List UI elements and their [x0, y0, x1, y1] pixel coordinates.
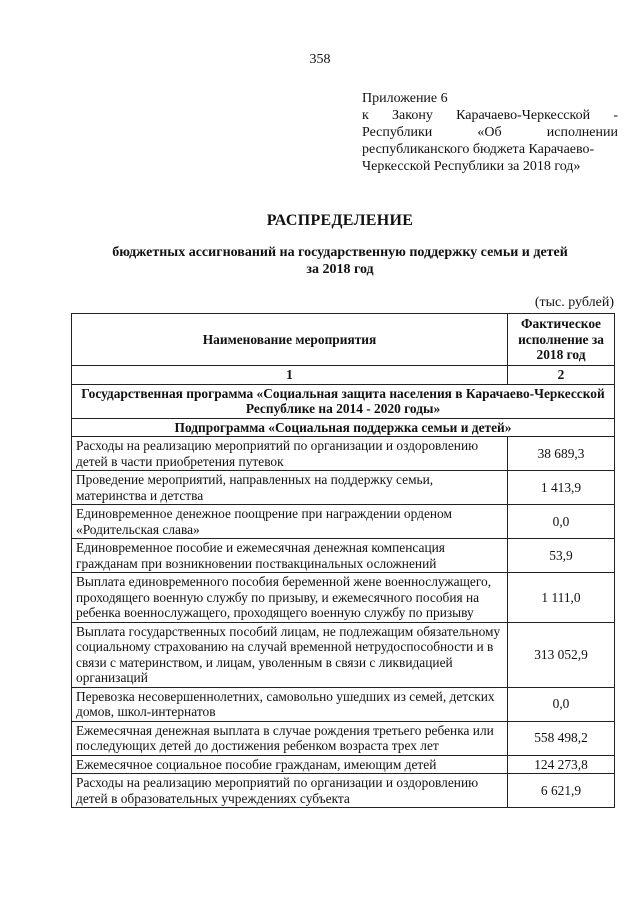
table-row [72, 539, 615, 573]
row-name: Перевозка несовершеннолетних, самовольно ушедших из семей, детских домов, школ-интернатов [72, 687, 508, 721]
row-value: 558 498,2 [508, 721, 615, 755]
column-number-2: 2 [508, 366, 615, 385]
table-header-row [72, 314, 615, 366]
budget-table [71, 313, 615, 808]
table-row [72, 687, 615, 721]
appendix-line-4: республиканского бюджета Карачаево- [362, 142, 595, 157]
appendix-line-2: к Закону Карачаево-Черкесской - [362, 108, 618, 123]
column-number-1: 1 [72, 366, 508, 385]
row-name: Единовременное денежное поощрение при награждении орденом «Родительская слава» [72, 505, 508, 539]
subtitle-line-2: за 2018 год [306, 262, 374, 277]
program-title: Государственная программа «Социальная защита населения в Карачаево-Черкесской Республике на 2014 - 2020 годы» [72, 384, 615, 418]
row-value: 1 413,9 [508, 471, 615, 505]
document-subtitle [90, 244, 590, 278]
table-row [72, 774, 615, 808]
page-number: 358 [309, 52, 331, 67]
table-row [72, 622, 615, 687]
row-value: 53,9 [508, 539, 615, 573]
row-name: Выплата государственных пособий лицам, не подлежащим обязательному социальному страхованию на случай временной нетрудоспособности и в связи с материнством, и лицам, уволенным в связи с ликвидацией организаций [72, 622, 508, 687]
appendix-reference [362, 90, 618, 175]
row-name: Расходы на реализацию мероприятий по организации и оздоровлению детей в образовательных учреждениях субъекта [72, 774, 508, 808]
table-row [72, 573, 615, 623]
column-header-value: Фактическое исполнение за 2018 год [508, 314, 615, 366]
row-name: Расходы на реализацию мероприятий по организации и оздоровлению детей в части приобретения путевок [72, 437, 508, 471]
row-value: 6 621,9 [508, 774, 615, 808]
row-name: Ежемесячная денежная выплата в случае рождения третьего ребенка или последующих детей до достижения ребенком возраста трех лет [72, 721, 508, 755]
table-row [72, 437, 615, 471]
table-row [72, 721, 615, 755]
table-row [72, 471, 615, 505]
subtitle-line-1: бюджетных ассигнований на государственную поддержку семьи и детей [112, 245, 568, 260]
subprogram-title: Подпрограмма «Социальная поддержка семьи и детей» [72, 418, 615, 437]
document-title: РАСПРЕДЕЛЕНИЕ [266, 212, 414, 229]
appendix-line-3: Республики «Об исполнении [362, 125, 618, 140]
row-name: Единовременное пособие и ежемесячная денежная компенсация гражданам при возникновении поствакцинальных осложнений [72, 539, 508, 573]
row-value: 0,0 [508, 687, 615, 721]
row-value: 0,0 [508, 505, 615, 539]
units-label: (тыс. рублей) [534, 295, 614, 310]
row-value: 38 689,3 [508, 437, 615, 471]
column-header-name: Наименование мероприятия [72, 314, 508, 366]
column-number-row [72, 366, 615, 385]
program-row [72, 384, 615, 418]
appendix-line-1: Приложение 6 [362, 91, 448, 106]
subprogram-row [72, 418, 615, 437]
appendix-line-5: Черкесской Республики за 2018 год» [362, 159, 581, 174]
row-value: 1 111,0 [508, 573, 615, 623]
row-name: Ежемесячное социальное пособие гражданам, имеющим детей [72, 755, 508, 774]
table-row [72, 755, 615, 774]
row-name: Проведение мероприятий, направленных на поддержку семьи, материнства и детства [72, 471, 508, 505]
row-value: 313 052,9 [508, 622, 615, 687]
table-row [72, 505, 615, 539]
row-name: Выплата единовременного пособия беременной жене военнослужащего, проходящего военную службу по призыву, и ежемесячного пособия на ребенка военнослужащего, проходящего военную службу по призыву [72, 573, 508, 623]
row-value: 124 273,8 [508, 755, 615, 774]
